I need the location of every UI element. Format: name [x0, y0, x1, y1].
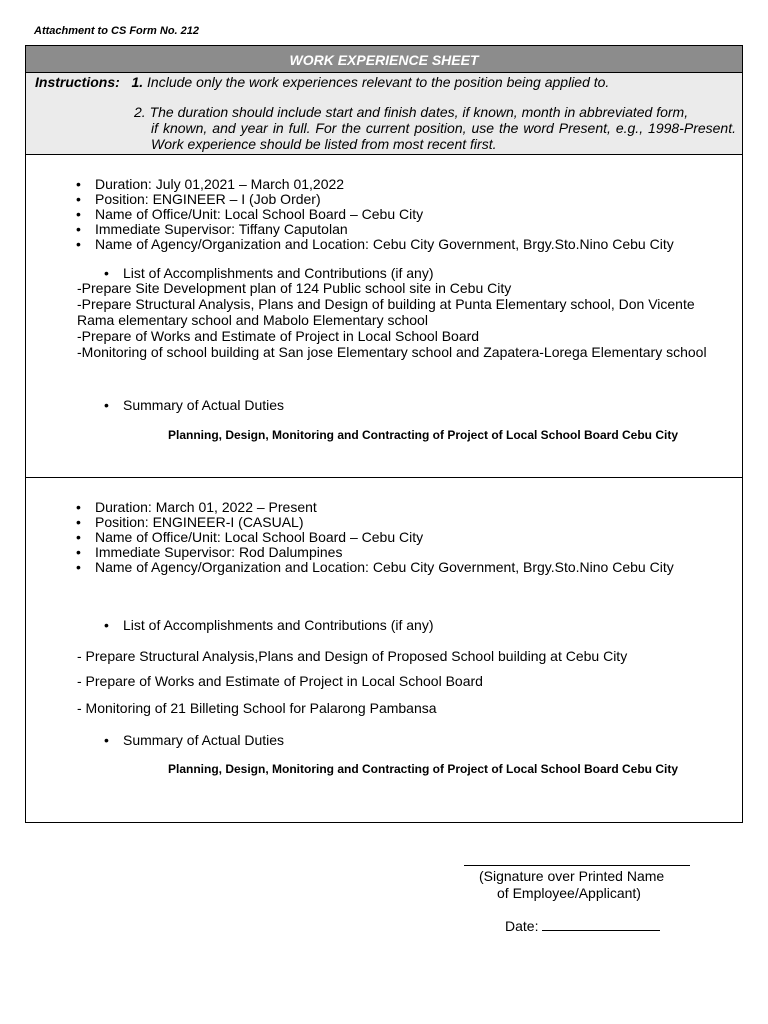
duration: • Duration: March 01, 2022 – Present	[95, 499, 317, 515]
immediate-supervisor: • Immediate Supervisor: Tiffany Caputolan	[95, 221, 348, 237]
instructions-label: Instructions:	[35, 74, 120, 90]
office-unit: • Name of Office/Unit: Local School Board – Cebu City	[95, 529, 423, 545]
agency-location: • Name of Agency/Organization and Location: Cebu City Government, Brgy.Sto.Nino Cebu City	[95, 236, 674, 252]
attachment-label: Attachment to CS Form No. 212	[34, 25, 200, 37]
instruction-1-text: Include only the work experiences relevant to the position being applied to.	[147, 74, 610, 90]
accomplishment-item: - Monitoring of 21 Billeting School for Palarong Pambansa	[77, 700, 437, 716]
signature-caption-line-1: (Signature over Printed Name	[479, 868, 665, 884]
date-label: Date:	[505, 918, 539, 934]
accomplishments-list	[77, 280, 717, 360]
accomplishment-item: - Prepare of Works and Estimate of Project in Local School Board	[77, 673, 483, 689]
accomplishment-item: -Prepare Site Development plan of 124 Public school site in Cebu City	[77, 280, 512, 296]
instruction-1-number: 1.	[131, 74, 144, 90]
accomplishment-item: -Prepare of Works and Estimate of Project in Local School Board	[77, 328, 480, 344]
accomplishment-item: -Monitoring of school building at San jose Elementary school and Zapatera-Lorega Elementary school	[77, 344, 707, 360]
accomplishments-heading: • List of Accomplishments and Contributions (if any)	[123, 265, 433, 281]
work-experience-sheet	[25, 45, 743, 823]
summary-heading: • Summary of Actual Duties	[123, 397, 284, 413]
date-blank-line	[542, 918, 660, 931]
instruction-2	[134, 104, 736, 152]
accomplishment-item: - Prepare Structural Analysis,Plans and Design of Proposed School building at Cebu City	[77, 648, 628, 664]
instructions-section	[26, 73, 742, 155]
agency-location: • Name of Agency/Organization and Location: Cebu City Government, Brgy.Sto.Nino Cebu City	[95, 559, 674, 575]
work-entry-1	[26, 155, 742, 478]
immediate-supervisor: • Immediate Supervisor: Rod Dalumpines	[95, 544, 342, 560]
summary-heading: • Summary of Actual Duties	[123, 732, 284, 748]
accomplishment-item: -Prepare Structural Analysis, Plans and Design of building at Punta Elementary school, Don Vicente Rama elementary school and Mabolo Elementary school	[77, 296, 695, 328]
instruction-2-continuation: if known, and year in full. For the current position, use the word Present, e.g., 1998-Present. Work experience should be listed from most recent first.	[151, 120, 736, 152]
work-entry-2	[26, 478, 742, 824]
office-unit: • Name of Office/Unit: Local School Board – Cebu City	[95, 206, 423, 222]
duration: • Duration: July 01,2021 – March 01,2022	[95, 176, 344, 192]
date-field	[505, 918, 660, 934]
instruction-2-first-line: 2. The duration should include start and finish dates, if known, month in abbreviated form,	[134, 104, 689, 120]
summary-of-duties: Planning, Design, Monitoring and Contracting of Project of Local School Board Cebu City	[168, 762, 679, 776]
signature-line	[464, 865, 690, 866]
position: • Position: ENGINEER-I (CASUAL)	[95, 514, 304, 530]
accomplishments-heading: • List of Accomplishments and Contributions (if any)	[123, 617, 433, 633]
position: • Position: ENGINEER – I (Job Order)	[95, 191, 321, 207]
sheet-title: WORK EXPERIENCE SHEET	[26, 46, 742, 73]
instruction-1	[35, 74, 609, 90]
summary-of-duties: Planning, Design, Monitoring and Contracting of Project of Local School Board Cebu City	[168, 428, 679, 442]
signature-caption-line-2: of Employee/Applicant)	[497, 885, 641, 901]
